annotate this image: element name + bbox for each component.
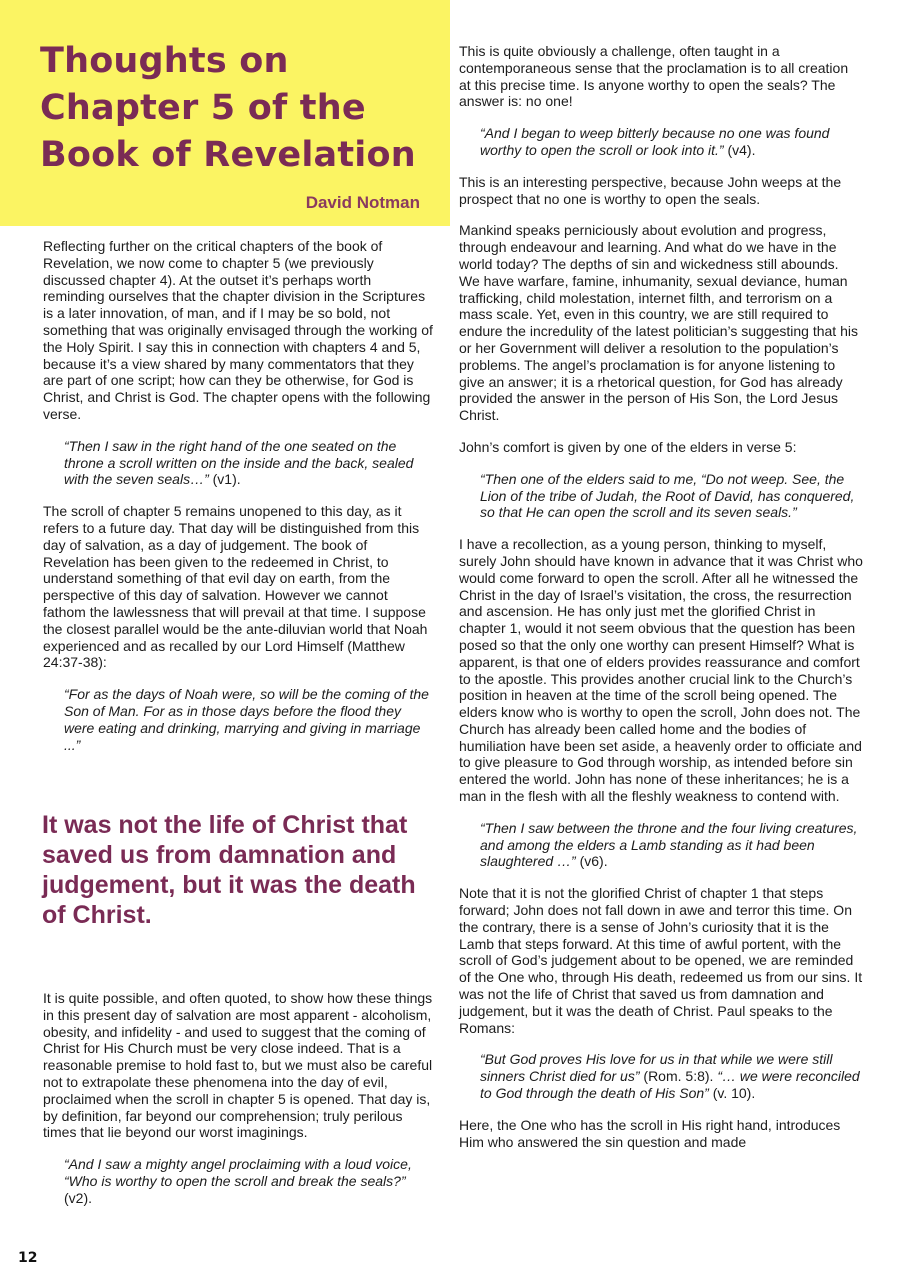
quote-reference: (v6). bbox=[575, 853, 608, 870]
scripture-quote: “For as the days of Noah were, so will be the coming of the Son of Man. For as in those days before the flood they were eating and drinking, marrying and giving in marriage ...” bbox=[64, 686, 429, 753]
article-title: Thoughts on Chapter 5 of the Book of Revelation bbox=[40, 41, 416, 175]
author-name: David Notman bbox=[305, 193, 420, 212]
quote-text: “And I saw a mighty angel proclaiming with a loud voice, “Who is worthy to open the scroll and break the seals?” bbox=[64, 1156, 412, 1189]
quote-reference: (v1). bbox=[208, 471, 241, 488]
pull-quote: It was not the life of Christ that saved us from damnation and judgement, but it was the death of Christ. bbox=[42, 811, 416, 929]
body-paragraph: John’s comfort is given by one of the elders in verse 5: bbox=[459, 438, 797, 455]
quote-reference: (v4). bbox=[723, 141, 756, 158]
body-paragraph: Here, the One who has the scroll in His right hand, introduces Him who answered the sin question and made bbox=[459, 1116, 841, 1150]
scripture-quote bbox=[43, 438, 433, 488]
page-number: 12 bbox=[18, 1250, 38, 1266]
quote-reference: (v. 10). bbox=[708, 1085, 756, 1102]
body-paragraph: Mankind speaks perniciously about evolution and progress, through endeavour and learning. And what do we have in the world today? The depths of sin and wickedness still abounds. We have warfare, famine, inhumanity, sexual deviance, human trafficking, child molestation, internet filth, and terrorism on a mass scale. Yet, even in this country, we are still required to endure the incredulity of the latest politician’s suggesting that his or her Government will deliver a resolution to the population’s problems. The angel’s proclamation is for anyone listening to give an answer; it is a rhetorical question, for God has already provided the answer in the person of His Son, the Lord Jesus Christ. bbox=[459, 222, 858, 424]
left-column-top bbox=[43, 238, 433, 768]
left-column-bottom bbox=[43, 990, 433, 1222]
body-paragraph: It is quite possible, and often quoted, to show how these things in this present day of salvation are most apparent - alcoholism, obesity, and infidelity - and used to suggest that the coming of Christ for His Church must be very close indeed. That is a reasonable premise to hold fast to, but we must also be careful not to extrapolate these phenomena into the day of evil, proclaimed when the scroll in chapter 5 is opened. That day is, by definition, far beyond our comprehension; truly perilous times that lie beyond our worst imaginings. bbox=[43, 990, 433, 1141]
scripture-quote bbox=[43, 1156, 433, 1206]
title-banner bbox=[0, 0, 450, 226]
quote-text: “Then I saw in the right hand of the one seated on the throne a scroll written on the inside and the back, sealed with the seven seals…” bbox=[64, 437, 414, 488]
quote-text: “And I began to weep bitterly because no one was found worthy to open the scroll or look into it.” bbox=[480, 125, 830, 158]
scripture-quote bbox=[459, 820, 863, 870]
right-column bbox=[459, 43, 863, 1165]
quote-text: “But God proves His love for us in that while we were still sinners Christ died for us” bbox=[480, 1051, 833, 1085]
body-paragraph: The scroll of chapter 5 remains unopened to this day, as it refers to a future day. That day will be distinguished from this day of salvation, as a day of judgement. The book of Revelation has been given to the redeemed in Christ, to understand something of that evil day on earth, from the perspective of this day of salvation. However we cannot fathom the lawlessness that will prevail at that time. I suppose the closest parallel would be the ante-diluvian world that Noah experienced and as recalled by our Lord Himself (Matthew 24:37-38): bbox=[43, 503, 428, 671]
quote-reference: (Rom. 5:8). bbox=[639, 1068, 718, 1085]
scripture-quote bbox=[459, 1051, 863, 1101]
body-paragraph: Reflecting further on the critical chapters of the book of Revelation, we now come to chapter 5 (we previously discussed chapter 4). At the outset it’s perhaps worth reminding ourselves that the chapter division in the Scriptures is a later innovation, of man, and if I may be so bold, not something that was originally envisaged through the working of the Holy Spirit. I say this in connection with chapters 4 and 5, because it’s a view shared by many commentators that they are part of one script; how can they be otherwise, for God is Christ, and Christ is God. The chapter opens with the following verse. bbox=[43, 238, 433, 422]
quote-text: “… we were reconciled to God through the death of His Son” bbox=[480, 1068, 860, 1102]
scripture-quote bbox=[459, 125, 863, 159]
scripture-quote: “Then one of the elders said to me, “Do not weep. See, the Lion of the tribe of Judah, the Root of David, has conquered, so that He can open the scroll and its seven seals.” bbox=[480, 470, 855, 521]
quote-reference: (v2). bbox=[64, 1189, 92, 1206]
body-paragraph: Note that it is not the glorified Christ of chapter 1 that steps forward; John does not fall down in awe and terror this time. On the contrary, there is a sense of John’s curiosity that it is the Lamb that steps forward. At this time of awful portent, with the scroll of God’s judgement about to be opened, we are reminded of the One who, through His death, redeemed us from our sins. It was not the life of Christ that saved us from damnation and judgement, but it was the death of Christ. Paul speaks to the Romans: bbox=[459, 885, 863, 1036]
body-paragraph: I have a recollection, as a young person, thinking to myself, surely John should have known in advance that it was Christ who would come forward to open the scroll. After all he witnessed the Christ in the day of Israel’s visitation, the cross, the resurrection and ascension. He has only just met the glorified Christ in chapter 1, would it not seem obvious that the question has been posed so that the only one worthy can present Himself? What is apparent, is that one of elders provides reassurance and comfort to the apostle. This provides another crucial link to the Church’s position in heaven at the time of the scroll being opened. The elders know who is worthy to open the scroll, John does not. The Church has already been called home and the bodies of humiliation have been set aside, a heavenly order to officiate and to give pleasure to God through worship, as intended before sin entered the world. John has none of these inheritances; he is a man in the flesh with all the fleshly weakness to contend with. bbox=[459, 536, 863, 805]
body-paragraph: This is an interesting perspective, because John weeps at the prospect that no one is worthy to open the seals. bbox=[459, 173, 842, 207]
body-paragraph: This is quite obviously a challenge, often taught in a contemporaneous sense that the proclamation is to all creation at this precise time. Is anyone worthy to open the seals? The answer is: no one! bbox=[459, 43, 849, 110]
quote-text: “Then I saw between the throne and the four living creatures, and among the elders a Lamb standing as it had been slaughtered …” bbox=[480, 819, 858, 870]
